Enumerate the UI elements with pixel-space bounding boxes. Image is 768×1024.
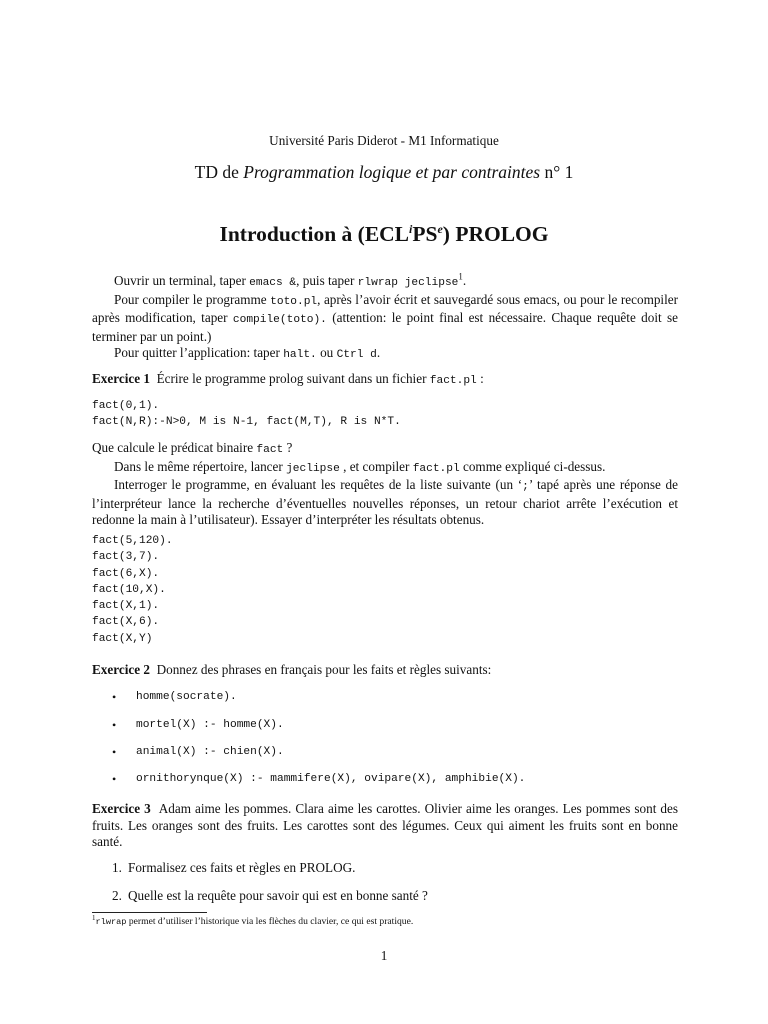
list-item: animal(X) :- chien(X).: [136, 746, 284, 758]
text: Pour quitter l’application: taper: [114, 345, 284, 360]
code-line: fact(N,R):-N>0, M is N-1, fact(M,T), R is N*T.: [92, 416, 401, 429]
query-line: fact(X,6).: [92, 616, 160, 629]
intro-paragraph-3: [92, 345, 678, 364]
text: Dans le même répertoire, lancer: [114, 458, 287, 474]
list-item: mortel(X) :- homme(X).: [136, 719, 284, 731]
intro-paragraph-2: [92, 292, 678, 346]
inline-code: fact: [256, 444, 284, 456]
text: , après l’avoir écrit et sauvegardé sous emacs, ou pour le recompiler après modification, taper: [92, 291, 678, 325]
footnote-ref: 1: [458, 271, 463, 282]
text: Interroger le programme, en évaluant les requêtes de la liste suivante (un ‘: [114, 477, 523, 492]
bullet-icon: •: [112, 690, 117, 704]
text: .: [376, 345, 381, 360]
enum-item: Formalisez ces faits et règles en PROLOG.: [128, 860, 356, 875]
intro-section: [92, 273, 678, 364]
title-sup-i: i: [409, 221, 413, 236]
list-item: ornithorynque(X) :- mammifere(X), ovipare(X), amphibie(X).: [136, 773, 526, 785]
td-title-line: [0, 162, 768, 183]
td-prefix: TD de: [194, 162, 244, 182]
footnote-mark: 1: [92, 913, 96, 922]
title-part: Introduction à (ECL: [219, 222, 410, 246]
text: , puis taper: [296, 273, 358, 288]
text: Que calcule le prédicat binaire: [92, 440, 257, 455]
enum-number: 2.: [112, 888, 122, 903]
code-line: fact(0,1).: [92, 400, 160, 412]
university-line: Université Paris Diderot - M1 Informatique: [269, 133, 499, 148]
page-title: [0, 222, 768, 247]
inline-code: ;: [522, 481, 529, 493]
enum-number: 1.: [112, 860, 122, 875]
text: (attention: le point final est nécessaire. Chaque requête doit se terminer par un point.): [92, 310, 678, 344]
text: , et compiler: [339, 458, 413, 474]
title-part: PS: [412, 222, 438, 246]
exercise-1-code: [92, 398, 401, 431]
title-sup-e: e: [437, 221, 443, 236]
inline-code: jeclipse: [286, 462, 340, 475]
inline-code: fact.pl: [429, 375, 477, 387]
text: ou: [316, 345, 337, 360]
inline-code: rlwrap jeclipse: [357, 277, 459, 289]
query-line: fact(X,1).: [92, 600, 160, 613]
text: :: [476, 371, 484, 386]
inline-code: Ctrl d: [336, 349, 377, 361]
inline-code: emacs &: [249, 277, 297, 289]
exercise-1-statement: [92, 371, 678, 390]
inline-code: toto.pl: [270, 295, 318, 308]
td-suffix: n° 1: [540, 162, 574, 182]
query-line: fact(3,7).: [92, 551, 160, 564]
bullet-icon: •: [112, 772, 117, 786]
footnote: [92, 913, 414, 927]
footnote-rule: [92, 912, 207, 913]
inline-code: fact.pl: [412, 462, 460, 475]
exercise-1-queries: [92, 533, 173, 647]
td-course: Programmation logique et par contraintes: [243, 162, 541, 182]
intro-paragraph-1: [92, 273, 678, 292]
text: Ouvrir un terminal, taper: [114, 273, 250, 288]
text: Écrire le programme prolog suivant dans un fichier: [156, 371, 430, 386]
title-part: ) PROLOG: [442, 222, 549, 246]
bullet-icon: •: [112, 718, 117, 732]
text: comme expliqué ci-dessus.: [459, 458, 606, 474]
query-line: fact(X,Y): [92, 632, 153, 645]
exercise-label: Exercice 3: [92, 801, 151, 816]
text: Donnez des phrases en français pour les faits et règles suivants:: [156, 662, 492, 677]
inline-code: compile(toto).: [232, 314, 327, 326]
inline-code: halt.: [283, 349, 317, 361]
text: ’ tapé après une réponse de l’interpréteur lance la recherche d’éventuelles nouvelles réponses, un retour chariot arrête l’exécution et redonne la main à l’utilisateur). Essayer d’interpréter les résultats obtenus.: [92, 477, 678, 527]
inline-code: rlwrap: [95, 917, 127, 927]
query-line: fact(5,120).: [92, 535, 173, 547]
query-line: fact(10,X).: [92, 583, 166, 596]
list-item: homme(socrate).: [136, 691, 237, 703]
bullet-icon: •: [112, 745, 117, 759]
exercise-1-text: [92, 440, 678, 529]
query-line: fact(6,X).: [92, 567, 160, 580]
text: ?: [283, 440, 293, 455]
exercise-3-statement: [92, 801, 678, 851]
exercise-label: Exercice 1: [92, 371, 150, 386]
text: Adam aime les pommes. Clara aime les carottes. Olivier aime les oranges. Les pommes sont des fruits. Les oranges sont des fruits. Les carottes sont des légumes. Ceux qui aiment les fruits sont en bonne santé.: [92, 801, 679, 849]
text: Pour compiler le programme: [114, 291, 271, 307]
enum-item: Quelle est la requête pour savoir qui est en bonne santé ?: [128, 888, 428, 903]
exercise-2-statement: [92, 662, 678, 679]
exercise-label: Exercice 2: [92, 662, 150, 677]
text: permet d’utiliser l’historique via les flèches du clavier, ce qui est pratique.: [126, 916, 414, 927]
text: .: [462, 273, 467, 288]
page-number: 1: [380, 948, 388, 963]
